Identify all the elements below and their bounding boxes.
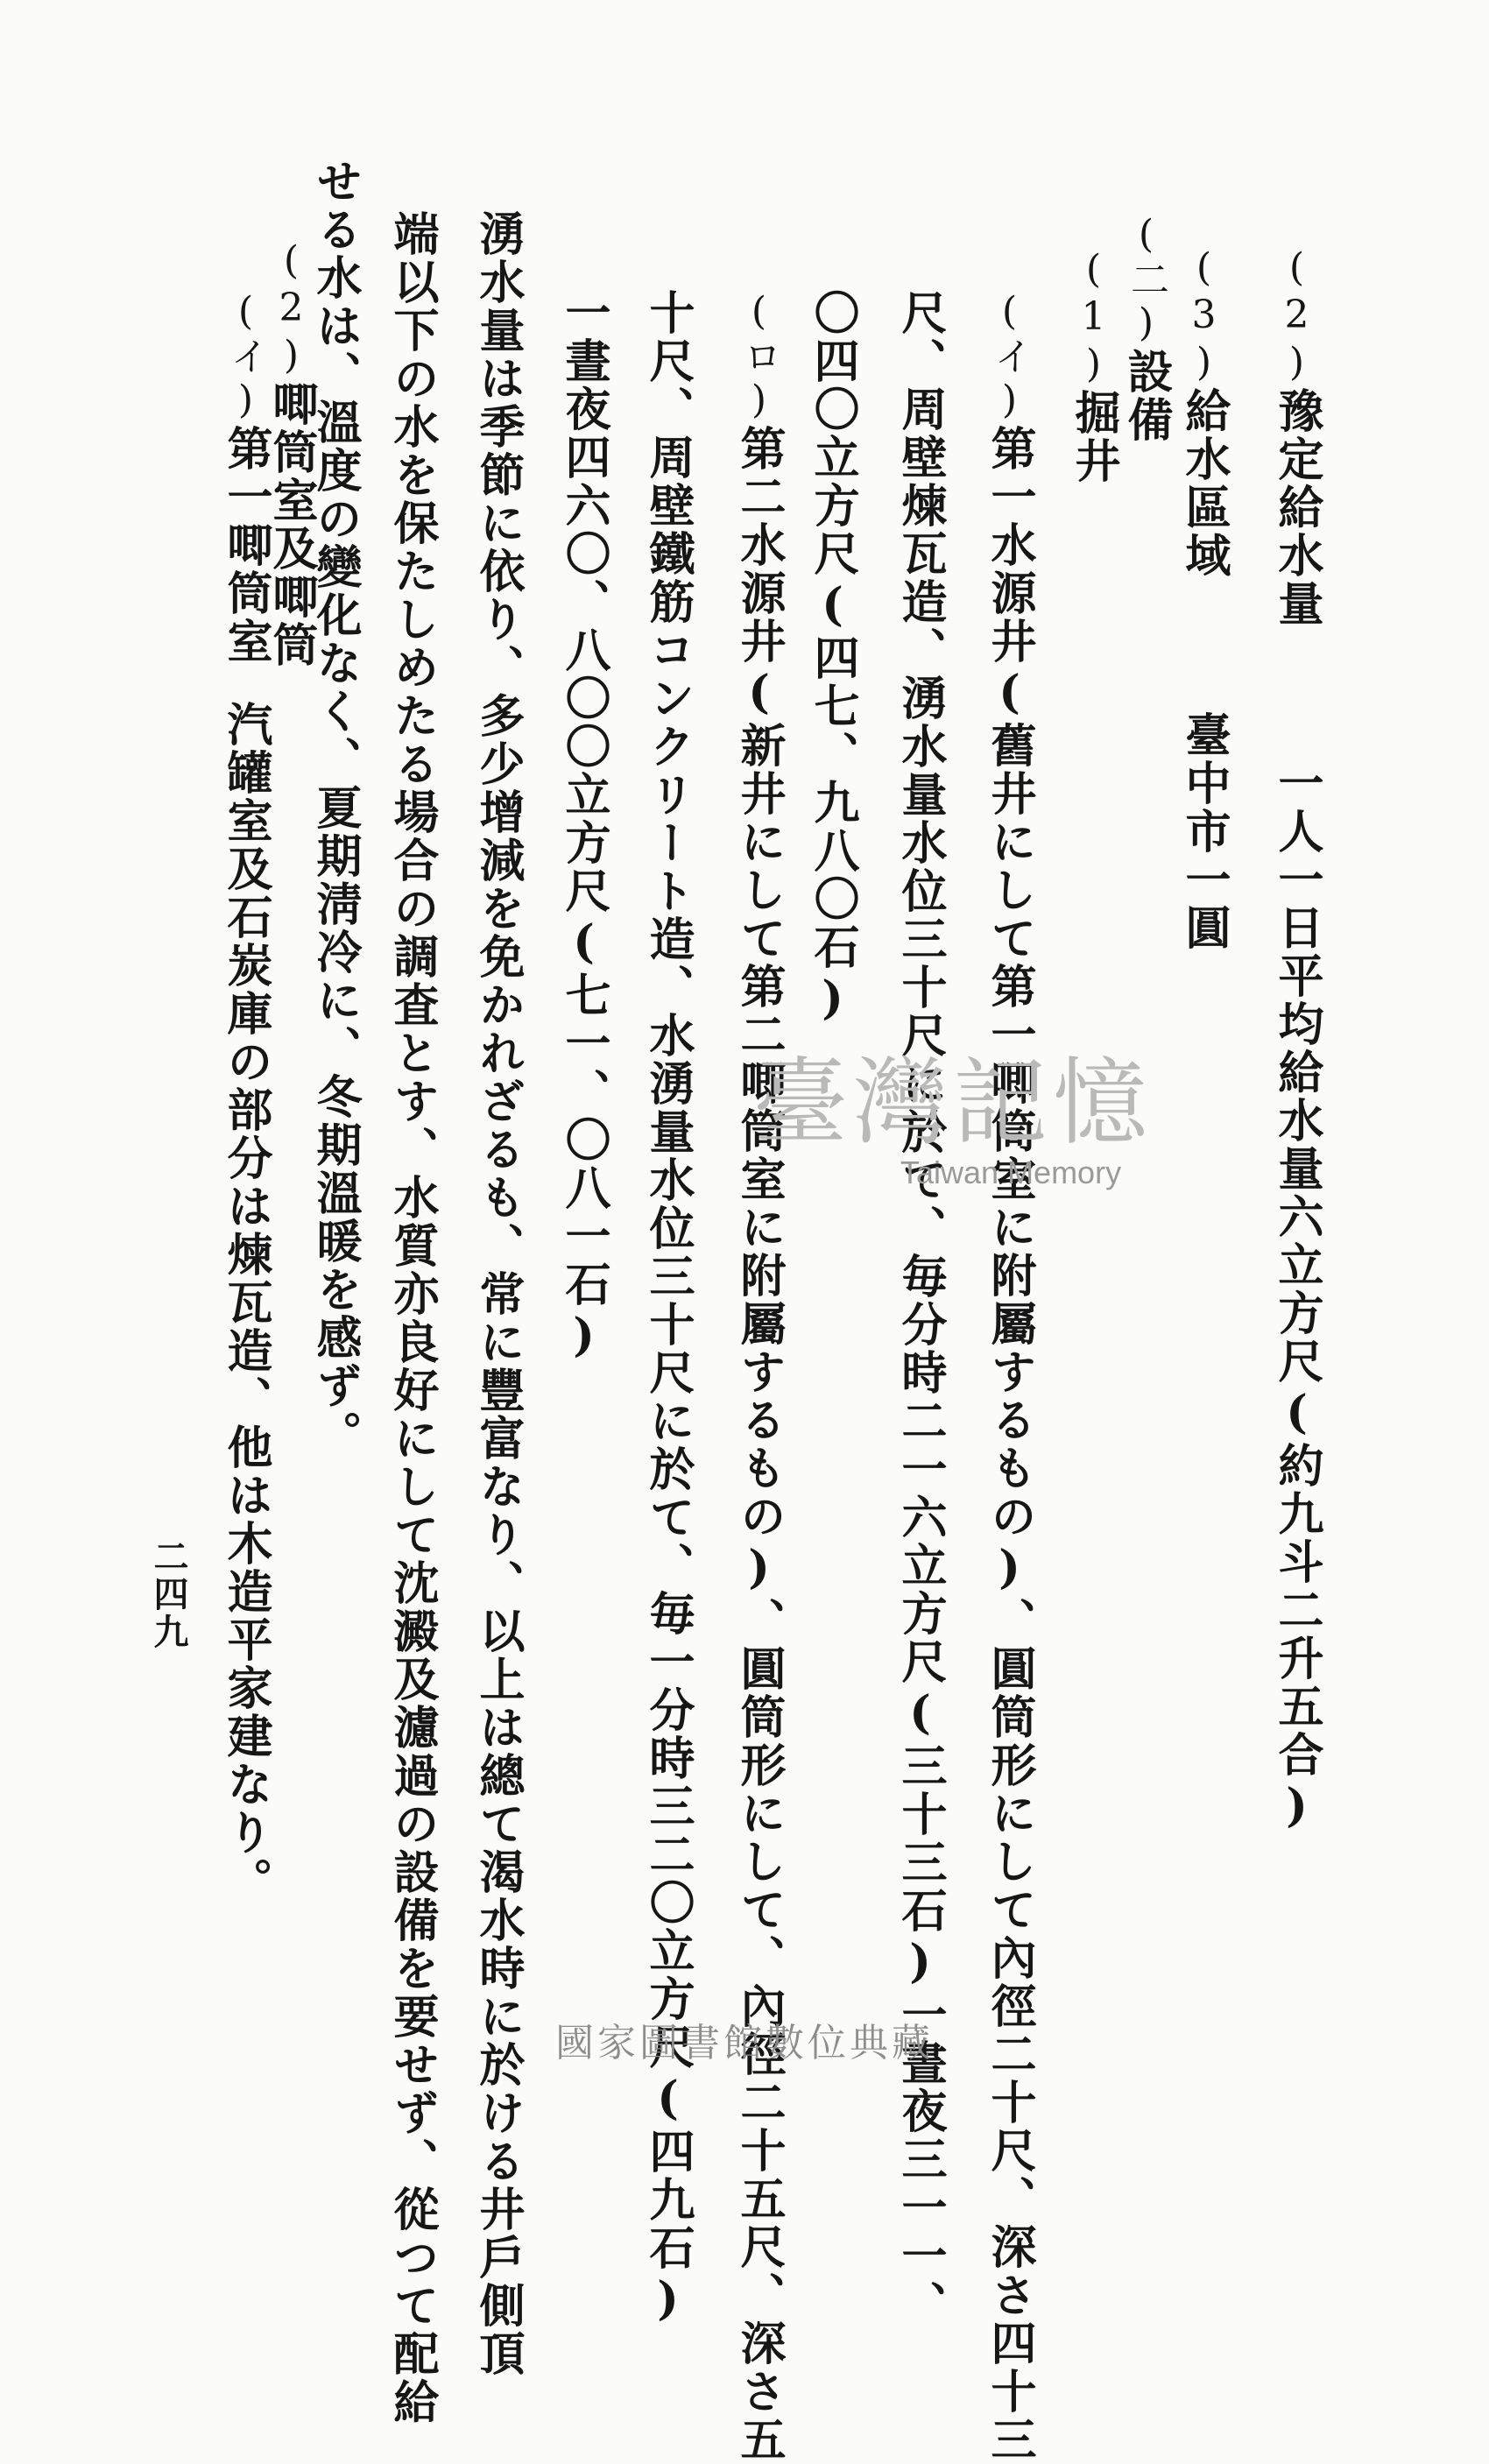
item-marker: (イ) <box>987 289 1032 425</box>
text-line-pump-heading <box>265 238 317 669</box>
watermark-title: 臺灣記憶 <box>753 1048 1154 1158</box>
line-text: せる水は、溫度の變化なく、夏期淸冷に、冬期溫暖を感ず。 <box>308 158 362 1458</box>
section-number: (3) <box>1182 245 1226 387</box>
heading: 掘井 <box>1067 389 1120 485</box>
line-text: 十尺、周壁鐵筋コンクリート造、水湧量水位三十尺に於て、毎一分時三二〇立方尺(四九石) <box>641 289 695 2328</box>
text-line-first-well <box>983 289 1035 2464</box>
line-text: 〇四〇立方尺(四七、九八〇石) <box>806 289 859 1027</box>
heading: 給水區域 <box>1177 387 1231 580</box>
section-number: (2) <box>1274 245 1319 387</box>
text-line-first-pump-room <box>219 289 272 1905</box>
heading: 設備 <box>1119 348 1173 444</box>
section-number: (1) <box>1071 247 1116 389</box>
section-number: (二) <box>1124 212 1168 348</box>
heading: 唧筒室及唧筒 <box>265 380 318 669</box>
page-number: 二四九 <box>148 1538 189 1651</box>
text-line-paragraph-2 <box>385 210 438 2426</box>
line-text: 第二水源井(新井にして第二唧筒室に附屬するもの)、圓筒形にして、內徑二十五尺、深さ五 <box>732 425 786 2464</box>
line-value: 一人一日平均給水量六立方尺(約九斗二升五合) <box>1270 759 1323 1835</box>
text-line-planned-water-supply <box>1270 245 1323 1835</box>
line-value: 汽罐室及石炭庫の部分は煉瓦造、他は木造平家建なり。 <box>219 701 272 1905</box>
text-line-supply-area <box>1177 245 1230 952</box>
line-value: 臺中市一圓 <box>1177 711 1231 952</box>
item-marker: (イ) <box>223 289 268 425</box>
text-line-first-well-cont-2 <box>806 289 858 1027</box>
text-line-second-well-cont-2 <box>557 289 610 1365</box>
item-marker: (ロ) <box>737 289 781 425</box>
line-text: 尺、周壁煉瓦造、湧水量水位三十尺に於て、毎分時二一六立方尺(三十三石)一晝夜三一一、 <box>893 289 947 2328</box>
text-line-well-heading <box>1067 247 1119 485</box>
section-number: (2) <box>269 238 314 380</box>
line-text: 第一水源井(舊井にして第一唧筒室に附屬するもの)、圓筒形にして內徑二十尺、深さ四十三 <box>983 425 1036 2464</box>
line-text: 端以下の水を保たしめたる場合の調査とす、水質亦良好にして沈澱及濾過の設備を要せず、從つて配給 <box>385 210 439 2426</box>
line-text: 湧水量は季節に依り、多少增減を免かれざるも、常に豐富なり、以上は總て渴水時に於ける井戶側頂 <box>471 210 525 2378</box>
heading: 第一唧筒室 <box>219 425 272 666</box>
heading: 豫定給水量 <box>1270 387 1323 628</box>
footer-caption: 國家圖書館數位典藏 <box>555 2021 934 2065</box>
text-line-equipment-heading <box>1119 212 1172 444</box>
watermark-subtitle: Taiwan Memory <box>900 1154 1122 1190</box>
watermark <box>753 1048 1209 1190</box>
text-line-second-well <box>732 289 785 2464</box>
line-text: 一晝夜四六〇、八〇〇立方尺(七一、〇八一石) <box>557 289 610 1365</box>
